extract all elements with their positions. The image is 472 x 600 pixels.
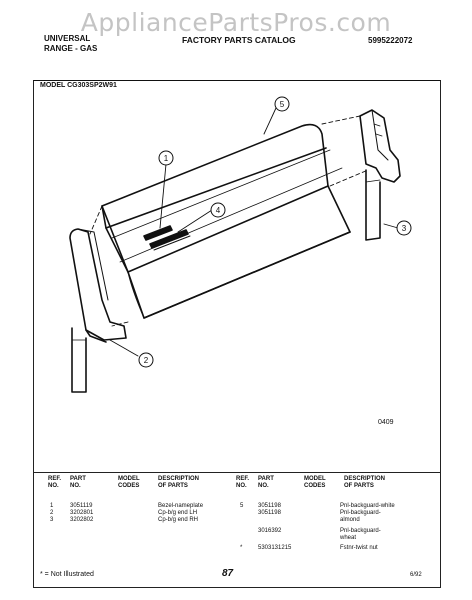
diagram-code: 0409 [378,419,394,426]
left-header-part: PART NO. [70,476,86,489]
description: Cp-b/g end RH [158,517,199,523]
part-no: 3051119 [70,503,93,509]
description: Pnl-backguard- wheat [340,528,381,541]
description: Cp-b/g end LH [158,510,198,516]
right-header-desc: DESCRIPTION OF PARTS [344,476,386,489]
model-number: MODEL CG303SP2W91 [40,82,117,89]
left-header-codes: MODEL CODES [118,476,140,489]
end-cap-right [360,110,400,240]
part-no: 3202801 [70,510,94,516]
callout-1-label: 1 [163,154,169,163]
ref-no: 5 [240,503,244,509]
part-no: 5303131215 [258,545,292,551]
callout-4 [211,203,225,217]
part-no: 3051198 [258,503,281,509]
ref-no: 1 [50,503,54,509]
revision-date: 6/92 [410,572,422,578]
part-no: 3051198 [258,510,281,516]
callout-5-label: 5 [279,100,285,109]
end-cap-left [70,229,126,392]
description: Pnl-backguard-white [340,503,395,509]
callout-3-label: 3 [401,224,407,233]
callout-3 [397,221,411,235]
ref-no: 3 [50,517,54,523]
right-header-ref: REF. NO. [236,476,250,489]
brand-line-1: UNIVERSAL [44,34,91,43]
callout-5 [275,97,289,111]
part-no: 3202802 [70,517,94,523]
callout-1 [159,151,173,165]
left-header-desc: DESCRIPTION OF PARTS [158,476,200,489]
description: Bezel-nameplate [158,503,204,509]
callout-2 [139,353,153,367]
watermark: AppliancePartsPros.com [80,8,392,37]
right-header-codes: MODEL CODES [304,476,326,489]
part-no: 3016392 [258,528,282,534]
page-number: 87 [222,568,234,579]
not-illustrated-note: * = Not Illustrated [40,571,94,578]
right-header-part: PART NO. [258,476,274,489]
callout-4-label: 4 [215,206,221,215]
ref-no: 2 [50,510,54,516]
description: Fstnr-twist nut [340,545,378,551]
brand-line-2: RANGE - GAS [44,44,98,53]
backguard-panel [102,125,350,318]
table-top-rule [33,472,441,473]
left-header-ref: REF. NO. [48,476,62,489]
description: Pnl-backguard- almond [340,510,381,523]
catalog-title: FACTORY PARTS CATALOG [182,35,296,45]
catalog-number: 5995222072 [368,36,413,45]
ref-no: * [240,545,243,551]
callout-2-label: 2 [143,356,149,365]
